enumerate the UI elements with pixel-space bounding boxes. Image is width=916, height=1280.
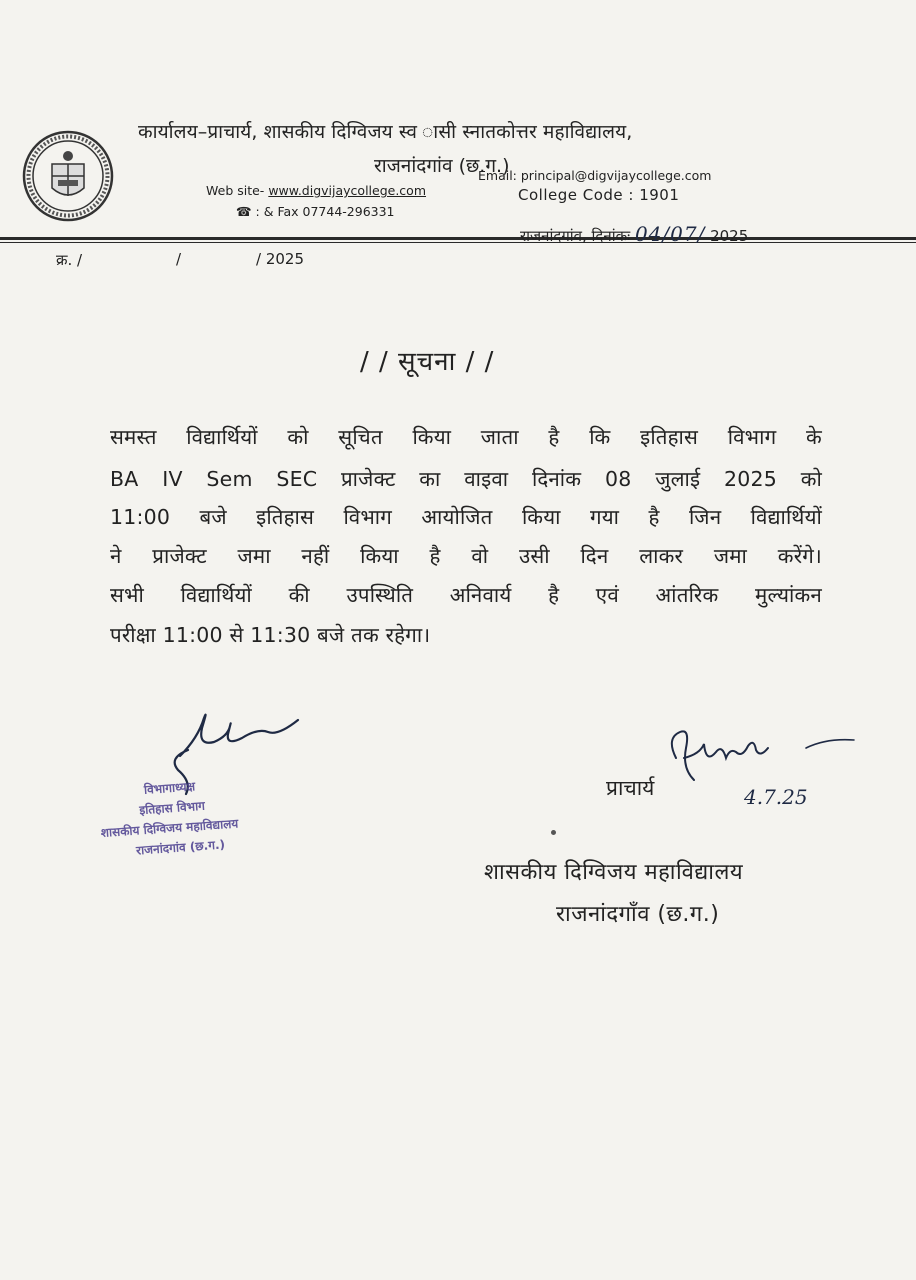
notice-line-3: 11:00 बजे इतिहास विभाग आयोजित किया गया है जिन विद्यार्थियों (110, 505, 822, 529)
notice-line-2: BA IV Sem SEC प्राजेक्ट का वाइवा दिनांक 08 जुलाई 2025 को (110, 467, 822, 491)
college-emblem-icon (22, 130, 114, 222)
website-line (206, 183, 426, 198)
phone-fax: ☎ : & Fax 07744-296331 (236, 204, 395, 219)
stamp-line-1: विभागाध्यक्ष (143, 779, 196, 797)
header-divider-thin (0, 242, 916, 243)
date-year: 2025 (710, 227, 749, 245)
ink-dot (551, 830, 556, 835)
office-city: राजनांदगांव (छ.ग.) (374, 155, 510, 177)
date-label: राजनांदगांव, दिनांकः (520, 227, 631, 245)
stamp-line-4: राजनांदगांव (छ.ग.) (135, 837, 226, 858)
header-divider (0, 237, 916, 240)
notice-line-5: सभी विद्यार्थियों की उपस्थिति अनिवार्य है एवं आंतरिक मुल्यांकन (110, 583, 822, 607)
handwritten-date: 04/07/ (634, 222, 706, 246)
notice-line-6: परीक्षा 11:00 से 11:30 बजे तक रहेगा। (110, 623, 431, 647)
reference-year: / 2025 (256, 250, 304, 268)
notice-line-1: समस्त विद्यार्थियों को सूचित किया जाता है कि इतिहास विभाग के (110, 425, 822, 449)
principal-sign-date: 4.7.25 (744, 785, 808, 809)
reference-prefix: क्र. / (56, 251, 83, 269)
reference-slash: / (176, 250, 182, 268)
email-line: Email: principal@digvijaycollege.com (478, 168, 712, 183)
stamp-line-2: इतिहास विभाग (138, 798, 206, 818)
footer-city: राजनांदगाँव (छ.ग.) (556, 902, 720, 927)
office-title: कार्यालय–प्राचार्य, शासकीय दिग्विजय स्व ासी स्नातकोत्तर महाविद्यालय, (138, 121, 633, 143)
principal-label: प्राचार्य (606, 776, 655, 800)
stamp-line-3: शासकीय दिग्विजय महाविद्यालय (100, 816, 239, 840)
date-line (520, 222, 748, 246)
notice-line-4: ने प्राजेक्ट जमा नहीं किया है वो उसी दिन लाकर जमा करेंगे। (110, 544, 822, 568)
footer-college-name: शासकीय दिग्विजय महाविद्यालय (484, 860, 744, 885)
website-label: Web site- (206, 183, 265, 198)
principal-signature (656, 718, 866, 814)
notice-title: / / सूचना / / (360, 347, 495, 377)
college-code: College Code : 1901 (518, 186, 680, 204)
website-link[interactable]: www.digvijaycollege.com (268, 183, 427, 198)
hod-stamp (97, 764, 333, 870)
